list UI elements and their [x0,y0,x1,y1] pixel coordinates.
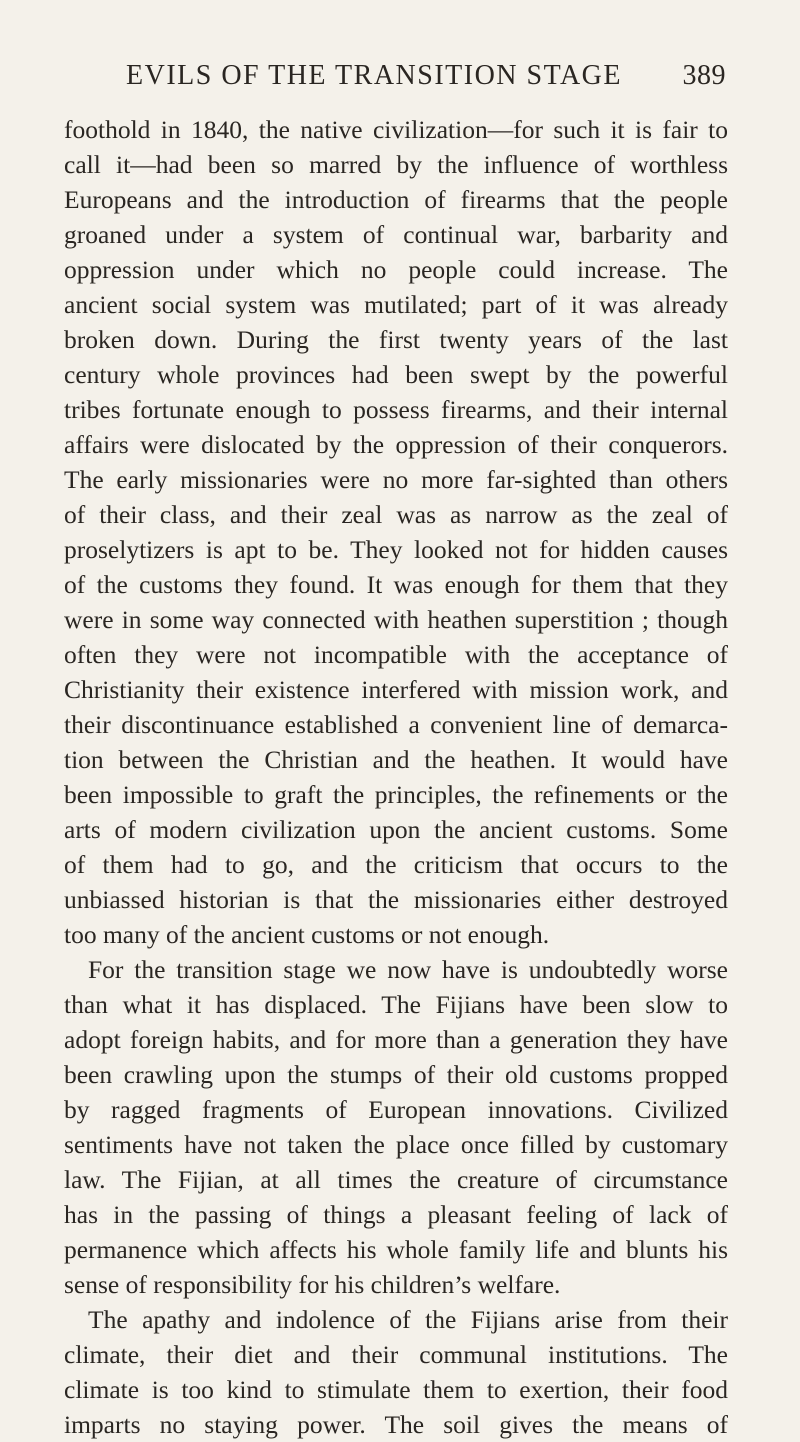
running-head-title: EVILS OF THE TRANSITION STAGE [126,60,622,91]
text-line: The early missionaries were no more far-sighted than others [64,465,728,494]
text-line: tion between the Christian and the heathen. It would have [64,745,728,774]
text-line: been impossible to graft the principles, the refinements or the [64,780,728,809]
text-line: ancient social system was mutilated; part of it was already [64,290,728,319]
text-line: Europeans and the introduction of firearms that the people [64,185,728,214]
text-line: broken down. During the first twenty years of the last [64,325,728,354]
text-line: has in the passing of things a pleasant feeling of lack of [64,1200,728,1229]
text-line: proselytizers is apt to be. They looked not for hidden causes [64,535,728,564]
text-line: tribes fortunate enough to possess firearms, and their internal [64,395,728,424]
page-number: 389 [682,60,726,91]
text-line: sentiments have not taken the place once filled by customary [64,1130,728,1159]
text-line: Christianity their existence interfered with mission work, and [64,675,728,704]
text-line: adopt foreign habits, and for more than a generation they have [64,1025,728,1054]
text-line: of them had to go, and the criticism that occurs to the [64,850,728,879]
text-line: permanence which affects his whole family life and blunts his [64,1235,728,1264]
text-line: For the transition stage we now have is undoubtedly worse [88,955,728,984]
text-line: too many of the ancient customs or not enough. [64,920,550,949]
text-line: were in some way connected with heathen superstition ; though [64,605,728,634]
text-line: unbiassed historian is that the missionaries either destroyed [64,885,728,914]
text-line: arts of modern civilization upon the ancient customs. Some [64,815,728,844]
body-text [64,112,728,1442]
text-line: than what it has displaced. The Fijians have been slow to [64,990,728,1019]
text-line: climate is too kind to stimulate them to exertion, their food [64,1375,728,1404]
text-line: often they were not incompatible with the acceptance of [64,640,728,669]
text-line: climate, their diet and their communal institutions. The [64,1340,728,1369]
text-line: The apathy and indolence of the Fijians arise from their [88,1305,728,1334]
text-line: call it—had been so marred by the influence of worthless [64,150,728,179]
text-line: groaned under a system of continual war, barbarity and [64,220,728,249]
text-line: of their class, and their zeal was as narrow as the zeal of [64,500,728,529]
text-line: imparts no staying power. The soil gives the means of [64,1410,728,1439]
text-line: sense of responsibility for his children’s welfare. [64,1270,561,1299]
text-line: foothold in 1840, the native civilization—for such it is fair to [64,115,728,144]
text-line: affairs were dislocated by the oppression of their conquerors. [64,430,728,459]
text-line: by ragged fragments of European innovations. Civilized [64,1095,728,1124]
text-line: century whole provinces had been swept by the powerful [64,360,728,389]
text-line: their discontinuance established a convenient line of demarca- [64,710,728,739]
running-head [126,60,726,100]
text-line: oppression under which no people could increase. The [64,255,728,284]
text-line: law. The Fijian, at all times the creature of circumstance [64,1165,728,1194]
text-line: of the customs they found. It was enough for them that they [64,570,728,599]
text-line: been crawling upon the stumps of their old customs propped [64,1060,728,1089]
